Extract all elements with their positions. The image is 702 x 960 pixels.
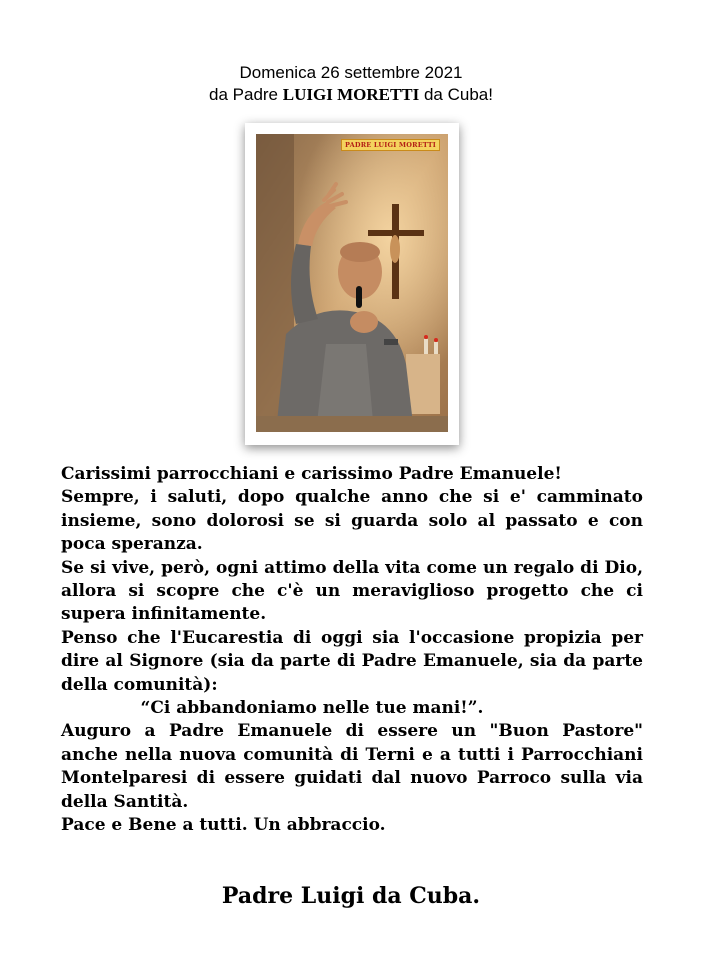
header-from-suffix: da Cuba! (419, 85, 493, 104)
letter-paragraph: Se si vive, però, ogni attimo della vita come un regalo di Dio, allora si scopre che c'è un meraviglioso progetto che ci supera infinitamente. (61, 557, 643, 625)
header-from (0, 84, 702, 106)
letter-paragraph: Pace e Bene a tutti. Un abbraccio. (61, 815, 386, 836)
header-date: Domenica 26 settembre 2021 (239, 63, 463, 82)
header-from-prefix: da Padre (209, 85, 283, 104)
page-header (0, 62, 702, 106)
header-name: LUIGI MORETTI (282, 85, 420, 104)
letter-paragraph: Sempre, i saluti, dopo qualche anno che si e' camminato insieme, sono dolorosi se si guarda solo al passato e con poca speranza. (61, 487, 643, 555)
letter-quote: “Ci abbandoniamo nelle tue mani!”. (140, 698, 484, 719)
photo-frame (245, 123, 459, 445)
priest-photo-illustration (256, 134, 448, 432)
letter-paragraph: Auguro a Padre Emanuele di essere un "Buon Pastore" anche nella nuova comunità di Terni e a tutti i Parrocchiani Montelparesi di essere guidati dal nuovo Parroco sulla via della Santità. (61, 721, 643, 812)
signature: Padre Luigi da Cuba. (221, 883, 481, 909)
letter-body (61, 463, 643, 838)
letter-paragraph: Penso che l'Eucarestia di oggi sia l'occasione propizia per dire al Signore (sia da parte di Padre Emanuele, sia da parte della comunità): (61, 627, 643, 695)
photo-caption-label: PADRE LUIGI MORETTI (341, 139, 440, 151)
priest-photo (256, 134, 448, 432)
letter-paragraph: Carissimi parrocchiani e carissimo Padre Emanuele! (61, 464, 562, 484)
